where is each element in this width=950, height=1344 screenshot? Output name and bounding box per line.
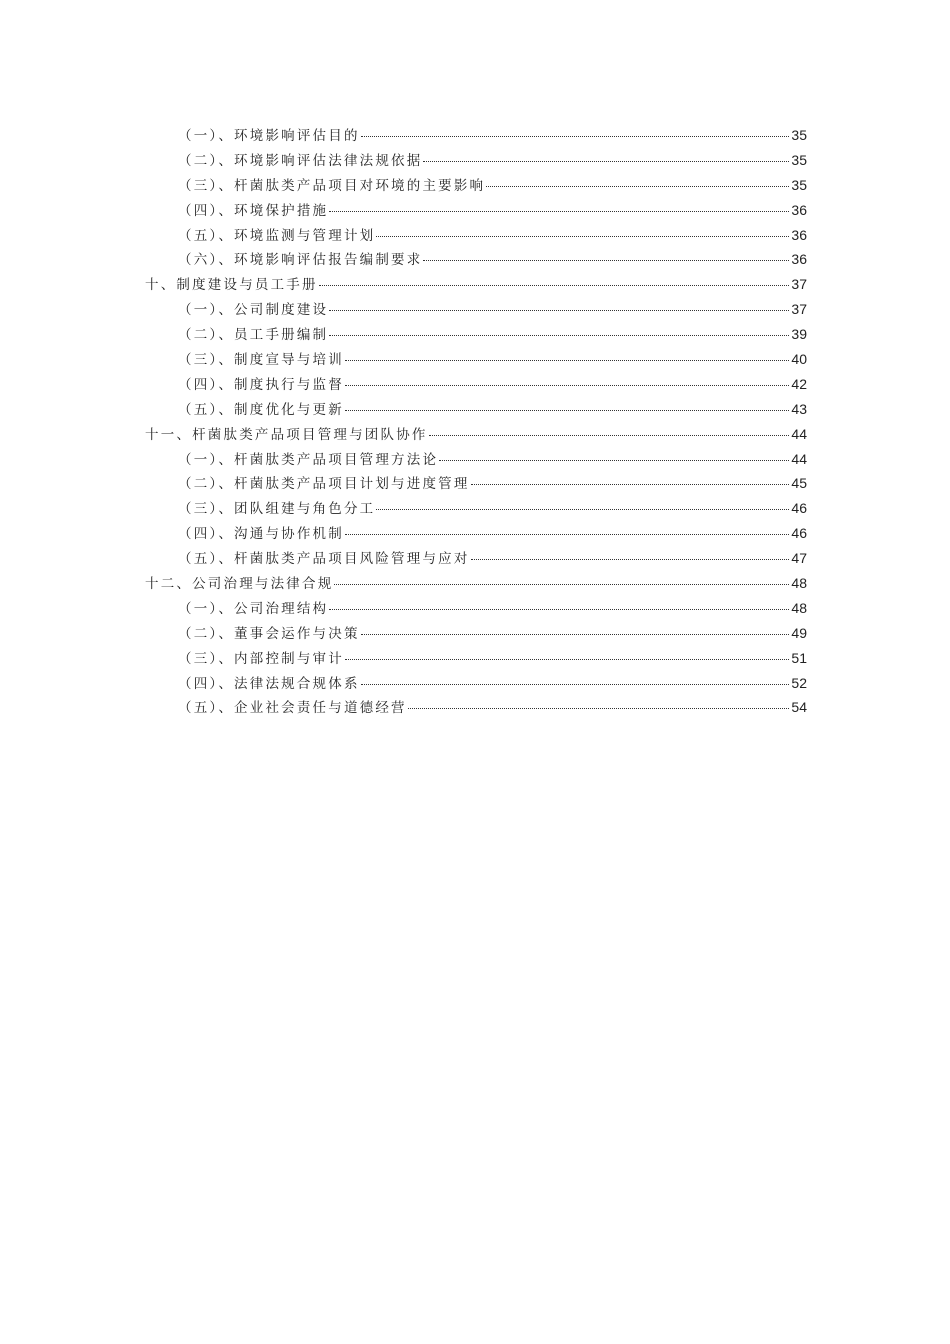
toc-entry-title: （四）、法律法规合规体系 [178,675,360,692]
toc-entry[interactable] [145,373,807,398]
toc-dot-leader [319,285,790,286]
table-of-contents [145,124,807,721]
toc-entry[interactable] [145,348,807,373]
toc-page-number: 37 [791,276,807,293]
toc-entry-title: （二）、员工手册编制 [178,327,329,344]
toc-dot-leader [408,708,790,709]
toc-page-number: 40 [791,351,807,368]
toc-entry[interactable] [145,224,807,249]
toc-entry[interactable] [145,597,807,622]
toc-page-number: 36 [791,201,807,218]
toc-entry[interactable] [145,149,807,174]
toc-entry[interactable] [145,622,807,647]
toc-entry[interactable] [145,672,807,697]
toc-dot-leader [439,460,789,461]
toc-entry[interactable] [145,472,807,497]
toc-page-number: 39 [791,326,807,343]
toc-page-number: 48 [791,599,807,616]
toc-entry[interactable] [145,522,807,547]
toc-dot-leader [345,410,789,411]
toc-page-number: 43 [791,400,807,417]
toc-page-number: 46 [791,525,807,542]
toc-entry-title: （三）、制度宣导与培训 [178,352,344,369]
toc-entry-title: 十二、公司治理与法律合规 [145,576,334,593]
toc-entry-title: （五）、制度优化与更新 [178,401,344,418]
toc-entry-title: （三）、内部控制与审计 [178,650,344,667]
toc-dot-leader [361,684,790,685]
toc-entry-title: （五）、环境监测与管理计划 [178,227,376,244]
toc-entry[interactable] [145,696,807,721]
toc-page-number: 52 [791,674,807,691]
toc-dot-leader [376,509,789,510]
toc-entry-title: 十一、杆菌肽类产品项目管理与团队协作 [145,426,428,443]
toc-dot-leader [345,360,789,361]
toc-entry[interactable] [145,323,807,348]
toc-entry-title: （二）、董事会运作与决策 [178,625,360,642]
toc-dot-leader [329,310,789,311]
toc-dot-leader [345,534,789,535]
toc-dot-leader [345,659,789,660]
toc-entry-title: （五）、杆菌肽类产品项目风险管理与应对 [178,551,470,568]
toc-page-number: 49 [791,624,807,641]
toc-dot-leader [345,385,789,386]
toc-dot-leader [329,609,789,610]
toc-entry-title: （六）、环境影响评估报告编制要求 [178,252,423,269]
toc-entry[interactable] [145,497,807,522]
toc-dot-leader [486,186,789,187]
toc-entry-title: （四）、沟通与协作机制 [178,526,344,543]
toc-entry-title: （一）、杆菌肽类产品项目管理方法论 [178,451,439,468]
toc-page-number: 47 [791,550,807,567]
toc-page-number: 35 [791,151,807,168]
toc-page-number: 48 [791,575,807,592]
toc-page-number: 36 [791,251,807,268]
toc-entry-title: （四）、环境保护措施 [178,202,329,219]
toc-chapter-entry[interactable] [145,572,807,597]
toc-entry-title: （三）、杆菌肽类产品项目对环境的主要影响 [178,177,486,194]
toc-dot-leader [423,161,789,162]
toc-entry-title: （三）、团队组建与角色分工 [178,501,376,518]
toc-entry[interactable] [145,547,807,572]
toc-entry[interactable] [145,174,807,199]
toc-entry-title: （一）、环境影响评估目的 [178,128,360,144]
toc-entry-title: （二）、杆菌肽类产品项目计划与进度管理 [178,476,470,493]
toc-page-number: 45 [791,475,807,492]
toc-page-number: 51 [791,649,807,666]
toc-entry[interactable] [145,448,807,473]
toc-dot-leader [361,634,790,635]
toc-page-number: 44 [791,425,807,442]
toc-entry-title: （一）、公司制度建设 [178,302,329,319]
toc-entry-title: 十、制度建设与员工手册 [145,277,318,294]
toc-entry[interactable] [145,298,807,323]
toc-page-number: 54 [791,699,807,716]
toc-page-number: 42 [791,375,807,392]
toc-dot-leader [471,484,790,485]
toc-dot-leader [329,211,789,212]
toc-dot-leader [361,136,790,137]
toc-page-number: 36 [791,226,807,243]
toc-chapter-entry[interactable] [145,423,807,448]
toc-entry-title: （二）、环境影响评估法律法规依据 [178,152,423,169]
toc-page-number: 37 [791,301,807,318]
toc-entry-title: （五）、企业社会责任与道德经营 [178,700,407,717]
toc-entry[interactable] [145,647,807,672]
toc-entry[interactable] [145,124,807,149]
toc-dot-leader [471,559,790,560]
toc-dot-leader [429,435,790,436]
toc-page-number: 46 [791,500,807,517]
toc-entry[interactable] [145,398,807,423]
toc-page-number: 35 [791,176,807,193]
toc-entry-title: （一）、公司治理结构 [178,600,329,617]
toc-entry[interactable] [145,248,807,273]
toc-entry-title: （四）、制度执行与监督 [178,376,344,393]
toc-chapter-entry[interactable] [145,273,807,298]
toc-dot-leader [423,260,789,261]
toc-page-number: 35 [791,127,807,143]
toc-dot-leader [334,584,789,585]
toc-dot-leader [376,236,789,237]
toc-dot-leader [329,335,789,336]
toc-page-number: 44 [791,450,807,467]
toc-entry[interactable] [145,199,807,224]
